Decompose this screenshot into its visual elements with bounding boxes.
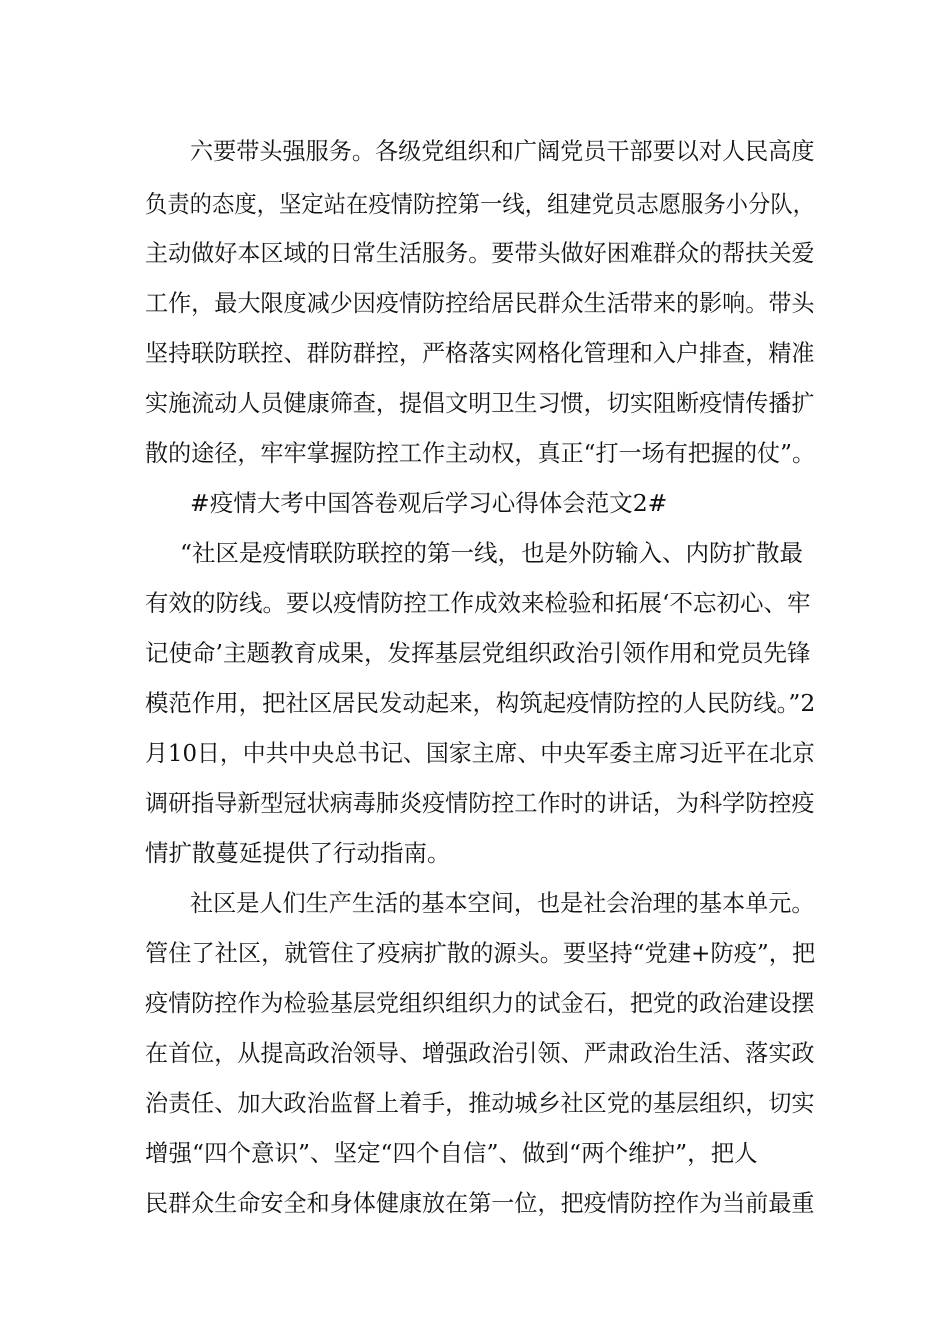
section-heading: #疫情大考中国答卷观后学习心得体会范文2# [190,489,668,517]
text-line: 模范作用，把社区居民发动起来，构筑起疫情防控的人民防线。”2 [145,689,816,717]
text-line: 情扩散蔓延提供了行动指南。 [145,839,451,867]
text-line: 主动做好本区域的日常生活服务。要带头做好困难群众的帮扶关爱 [145,239,815,267]
text-line: 负责的态度，坚定站在疫情防控第一线，组建党员志愿服务小分队， [145,190,815,218]
text-line: 社区是人们生产生活的基本空间，也是社会治理的基本单元。 [190,889,815,917]
text-line: 散的途径，牢牢掌握防控工作主动权，真正“打一场有把握的仗”。 [145,439,816,467]
text-line: 增强“四个意识”、坚定“四个自信”、做到“两个维护”，把人 [145,1139,758,1167]
text-line: 记使命’主题教育成果，发挥基层党组织政治引领作用和党员先锋 [145,639,811,667]
text-line: 疫情防控作为检验基层党组织组织力的试金石，把党的政治建设摆 [145,989,815,1017]
text-line: 民群众生命安全和身体健康放在第一位，把疫情防控作为当前最重 [145,1189,815,1217]
text-line: “社区是疫情联防联控的第一线，也是外防输入、内防扩散最 [180,539,804,567]
text-line: 工作，最大限度减少因疫情防控给居民群众生活带来的影响。带头 [145,289,815,317]
text-line: 管住了社区，就管住了疫病扩散的源头。要坚持“党建+防疫”，把 [145,939,816,967]
text-line: 治责任、加大政治监督上着手，推动城乡社区党的基层组织，切实 [145,1089,815,1117]
text-line: 坚持联防联控、群防群控，严格落实网格化管理和入户排查，精准 [145,339,815,367]
text-line: 实施流动人员健康筛查，提倡文明卫生习惯，切实阻断疫情传播扩 [145,389,815,417]
text-line: 六要带头强服务。各级党组织和广阔党员干部要以对人民高度 [190,137,815,165]
text-line: 调研指导新型冠状病毒肺炎疫情防控工作时的讲话，为科学防控疫 [145,789,815,817]
text-line: 在首位，从提高政治领导、增强政治引领、严肃政治生活、落实政 [145,1039,815,1067]
text-line: 有效的防线。要以疫情防控工作成效来检验和拓展‘不忘初心、牢 [145,589,811,617]
text-line: 月10日，中共中央总书记、国家主席、中央军委主席习近平在北京 [145,739,815,767]
